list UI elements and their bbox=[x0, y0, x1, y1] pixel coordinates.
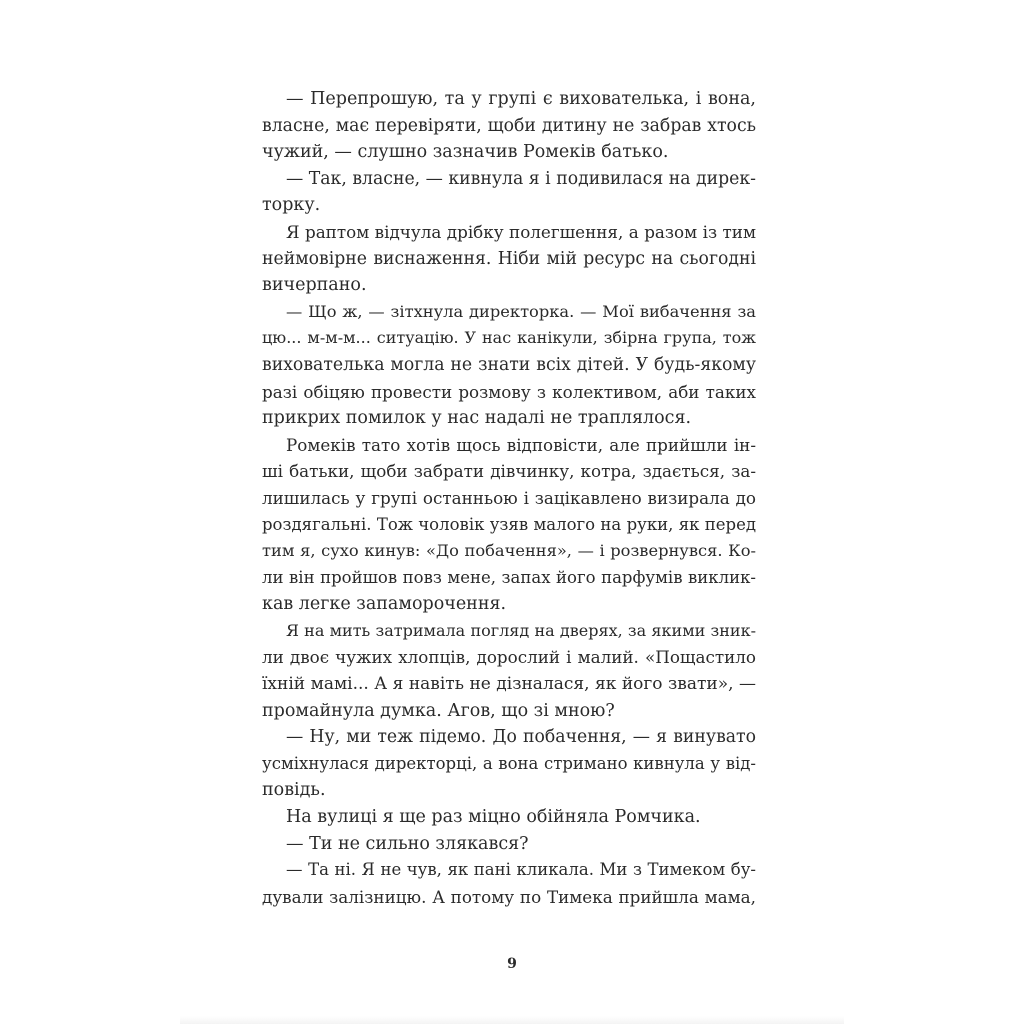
text-line: кав легке запаморочення. bbox=[262, 594, 507, 615]
text-line: вичерпано. bbox=[262, 275, 367, 296]
page-number: 9 bbox=[507, 956, 517, 972]
page-bottom-shadow bbox=[180, 1016, 844, 1024]
text-line: цю... м-м-м... ситуацію. У нас канікули, збірна група, тож bbox=[262, 328, 756, 348]
text-line: повідь. bbox=[262, 780, 326, 801]
text-line: — Та ні. Я не чув, як пані кликала. Ми з Тимеком бу- bbox=[286, 860, 756, 880]
text-line: разі обіцяю провести розмову з колективом, аби таких bbox=[262, 381, 756, 402]
text-line: ли він пройшов повз мене, запах його парфумів виклик- bbox=[262, 567, 756, 587]
text-line: їхній мамі... А я навіть не дізналася, як його звати», — bbox=[262, 674, 756, 695]
text-line: ли двоє чужих хлопців, дорослий і малий. «Пощастило bbox=[262, 647, 756, 668]
text-line: вихователька могла не знати всіх дітей. У будь-якому bbox=[262, 354, 756, 375]
text-line: торку. bbox=[262, 195, 321, 216]
text-line: Я раптом відчула дрібку полегшення, а разом із тим bbox=[286, 221, 756, 242]
text-line: неймовірне виснаження. Ніби мій ресурс на сьогодні bbox=[262, 248, 756, 269]
text-line: Ромеків тато хотів щось відповісти, але прийшли ін- bbox=[286, 434, 756, 455]
text-line: тим я, сухо кинув: «До побачення», — і розвернувся. Ко- bbox=[262, 541, 756, 561]
text-line: прикрих помилок у нас надалі не траплялося. bbox=[262, 408, 692, 429]
text-line: Я на мить затримала погляд на дверях, за якими зник- bbox=[286, 620, 756, 640]
text-line: — Так, власне, — кивнула я і подивилася на дирек- bbox=[286, 168, 756, 189]
text-line: чужий, — слушно зазначив Ромеків батько. bbox=[262, 142, 669, 163]
text-line: — Перепрошую, та у групі є вихователька, і вона, bbox=[286, 89, 756, 109]
text-line: — Ти не сильно злякався? bbox=[286, 833, 529, 854]
text-line: дували залізницю. А потому по Тимека прийшла мама, bbox=[262, 886, 756, 907]
text-line: — Що ж, — зітхнула директорка. — Мої вибачення за bbox=[286, 301, 756, 321]
text-line: лишилась у групі останньою і зацікавлено визирала до bbox=[262, 487, 756, 508]
text-line: власне, має перевіряти, щоби дитину не забрав хтось bbox=[262, 115, 756, 136]
text-line: На вулиці я ще раз міцно обійняла Ромчика. bbox=[286, 807, 701, 828]
text-line: промайнула думка. Агов, що зі мною? bbox=[262, 700, 615, 721]
text-line: усміхнулася директорці, а вона стримано кивнула у від- bbox=[262, 753, 756, 773]
text-line: роздягальні. Тож чоловік узяв малого на руки, як перед bbox=[262, 514, 756, 534]
text-line: — Ну, ми теж підемо. До побачення, — я винувато bbox=[286, 727, 756, 748]
text-line: ші батьки, щоби забрати дівчинку, котра, здається, за- bbox=[262, 461, 756, 482]
body-text bbox=[262, 86, 756, 910]
